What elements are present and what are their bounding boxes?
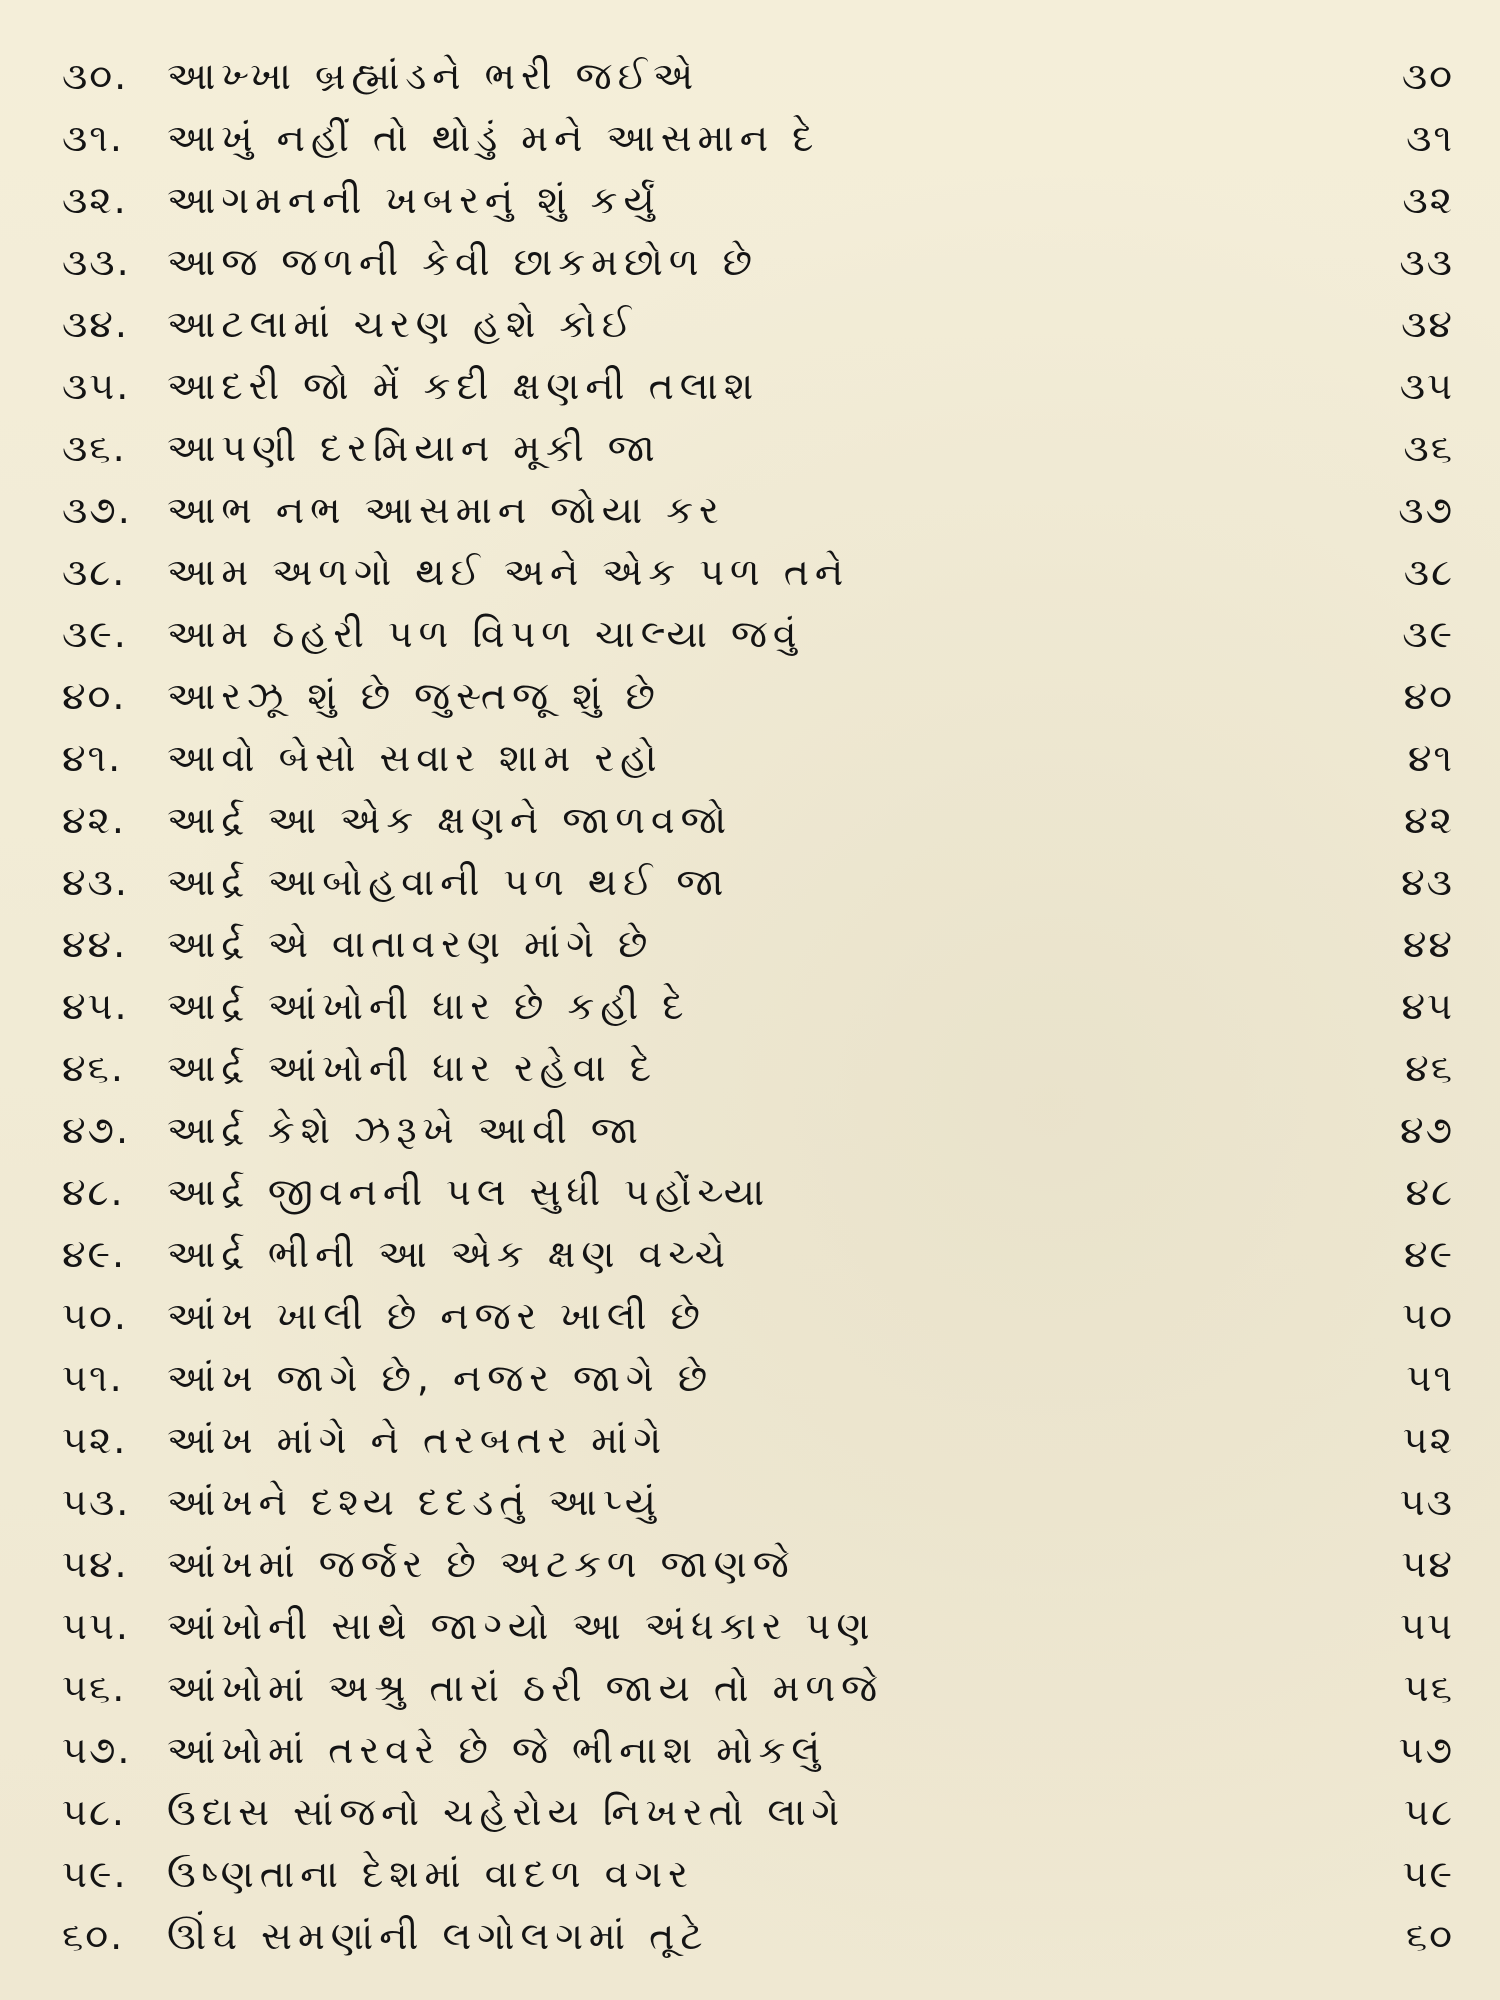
toc-entry	[62, 851, 1454, 913]
entry-number: ૪૧.	[62, 736, 123, 780]
toc-entry	[62, 789, 1454, 851]
entry-page-number: ૩૫	[1399, 364, 1454, 408]
entry-title: આર્દ્ર જીવનની પલ સુધી પહોંચ્યા	[167, 1170, 771, 1214]
entry-number: ૫૦.	[62, 1294, 128, 1338]
toc-entry	[62, 1843, 1454, 1905]
entry-title: આંખોમાં તરવરે છે જે ભીનાશ મોકલું	[167, 1728, 827, 1772]
entry-page-number: ૪૫	[1401, 984, 1454, 1028]
entry-title: આર્દ્ર આંખોની ધાર રહેવા દે	[167, 1046, 658, 1090]
table-of-contents	[62, 45, 1454, 1967]
entry-number: ૫૨.	[62, 1418, 128, 1462]
toc-entry	[62, 1719, 1454, 1781]
entry-title: આખું નહીં તો થોડું મને આસમાન દે	[167, 116, 820, 160]
entry-number: ૪૬.	[62, 1046, 125, 1090]
toc-entry	[62, 231, 1454, 293]
entry-page-number: ૪૨	[1404, 798, 1454, 842]
entry-number: ૪૫.	[62, 984, 129, 1028]
entry-number: ૪૩.	[62, 860, 129, 904]
entry-number: ૫૭.	[62, 1728, 132, 1772]
toc-entry	[62, 479, 1454, 541]
toc-entry	[62, 1223, 1454, 1285]
entry-title: ઊંઘ સમણાંની લગોલગમાં તૂટે	[167, 1914, 709, 1958]
toc-entry	[62, 355, 1454, 417]
entry-page-number: ૬૦	[1405, 1914, 1454, 1958]
entry-title: આવો બેસો સવાર શામ રહો	[167, 736, 663, 780]
entry-title: આંખને દશ્ય દદડતું આપ્યું	[167, 1480, 662, 1524]
entry-number: ૫૬.	[62, 1666, 127, 1710]
entry-page-number: ૫૩	[1399, 1480, 1454, 1524]
entry-page-number: ૩૪	[1401, 302, 1454, 346]
entry-title: આંખોમાં અશ્રુ તારાં ઠરી જાય તો મળજે	[167, 1666, 884, 1710]
entry-number: ૫૧.	[62, 1356, 124, 1400]
toc-entry	[62, 45, 1454, 107]
entry-page-number: ૩૦	[1401, 54, 1454, 98]
toc-entry	[62, 727, 1454, 789]
entry-page-number: ૪૪	[1402, 922, 1454, 966]
entry-page-number: ૩૧	[1406, 116, 1454, 160]
entry-number: ૪૭.	[62, 1108, 131, 1152]
entry-title: આટલામાં ચરણ હશે કોઈ	[167, 302, 638, 346]
entry-number: ૩૦.	[62, 54, 129, 98]
entry-title: આરઝૂ શું છે જુસ્તજૂ શું છે	[167, 674, 661, 718]
entry-number: ૬૦.	[62, 1914, 125, 1958]
entry-number: ૪૨.	[62, 798, 126, 842]
entry-title: આજ જળની કેવી છાકમછોળ છે	[167, 240, 758, 284]
toc-entry	[62, 1471, 1454, 1533]
entry-title: આખ્ખા બ્રહ્માંડને ભરી જઈએ	[167, 54, 700, 98]
toc-entry	[62, 1905, 1454, 1967]
entry-number: ૫૪.	[62, 1542, 129, 1586]
toc-entry	[62, 1037, 1454, 1099]
entry-page-number: ૫૦	[1402, 1294, 1454, 1338]
entry-number: ૩૬.	[62, 426, 127, 470]
entry-page-number: ૪૭	[1400, 1108, 1454, 1152]
entry-page-number: ૪૮	[1405, 1170, 1454, 1214]
entry-page-number: ૪૯	[1403, 1232, 1454, 1276]
entry-title: ઉદાસ સાંજનો ચહેરોય નિખરતો લાગે	[167, 1790, 846, 1834]
entry-title: આર્દ્ર આ એક ક્ષણને જાળવજો	[167, 798, 733, 842]
toc-entry	[62, 665, 1454, 727]
entry-number: ૩૪.	[62, 302, 129, 346]
entry-title: આભ નભ આસમાન જોયા કર	[167, 488, 725, 532]
entry-page-number: ૩૨	[1402, 178, 1454, 222]
toc-entry	[62, 107, 1454, 169]
entry-title: આંખ જાગે છે, નજર જાગે છે	[167, 1356, 714, 1400]
toc-entry	[62, 603, 1454, 665]
toc-entry	[62, 1285, 1454, 1347]
entry-number: ૫૯.	[62, 1852, 128, 1896]
entry-page-number: ૩૯	[1402, 612, 1454, 656]
toc-entry	[62, 1781, 1454, 1843]
toc-entry	[62, 417, 1454, 479]
toc-entry	[62, 1657, 1454, 1719]
toc-entry	[62, 1161, 1454, 1223]
entry-page-number: ૩૭	[1398, 488, 1454, 532]
entry-page-number: ૫૪	[1401, 1542, 1454, 1586]
entry-title: આર્દ્ર આબોહવાની પળ થઈ જા	[167, 860, 730, 904]
entry-title: આમ ઠહરી પળ વિપળ ચાલ્યા જવું	[167, 612, 803, 656]
toc-entry	[62, 541, 1454, 603]
entry-title: આગમનની ખબરનું શું કર્યું	[167, 178, 661, 222]
entry-title: આંખ માંગે ને તરબતર માંગે	[167, 1418, 668, 1462]
entry-page-number: ૫૧	[1406, 1356, 1454, 1400]
entry-page-number: ૪૧	[1407, 736, 1454, 780]
entry-title: ઉષ્ણતાના દેશમાં વાદળ વગર	[167, 1852, 694, 1896]
entry-page-number: ૩૩	[1399, 240, 1454, 284]
entry-page-number: ૪૦	[1403, 674, 1454, 718]
entry-title: આર્દ્ર એ વાતાવરણ માંગે છે	[167, 922, 654, 966]
entry-title: આંખ ખાલી છે નજર ખાલી છે	[167, 1294, 706, 1338]
toc-entry	[62, 1533, 1454, 1595]
entry-number: ૩૮.	[62, 550, 127, 594]
entry-number: ૫૮.	[62, 1790, 126, 1834]
entry-page-number: ૫૮	[1404, 1790, 1454, 1834]
entry-page-number: ૩૬	[1403, 426, 1454, 470]
toc-entry	[62, 975, 1454, 1037]
entry-page-number: ૫૬	[1403, 1666, 1454, 1710]
entry-title: આંખોની સાથે જાગ્યો આ અંધકાર પણ	[167, 1604, 876, 1648]
entry-number: ૪૮.	[62, 1170, 125, 1214]
toc-entry	[62, 1595, 1454, 1657]
entry-number: ૪૪.	[62, 922, 128, 966]
entry-number: ૩૯.	[62, 612, 128, 656]
entry-page-number: ૩૮	[1403, 550, 1454, 594]
entry-title: આર્દ્ર કેશે ઝરૂખે આવી જા	[167, 1108, 644, 1152]
entry-number: ૪૯.	[62, 1232, 127, 1276]
toc-entry	[62, 293, 1454, 355]
entry-number: ૪૦.	[62, 674, 127, 718]
entry-number: ૩૭.	[62, 488, 132, 532]
entry-title: આર્દ્ર આંખોની ધાર છે કહી દે	[167, 984, 690, 1028]
entry-number: ૩૨.	[62, 178, 128, 222]
entry-page-number: ૪૩	[1401, 860, 1454, 904]
toc-entry	[62, 169, 1454, 231]
entry-number: ૩૩.	[62, 240, 131, 284]
toc-entry	[62, 1347, 1454, 1409]
toc-entry	[62, 913, 1454, 975]
entry-title: આંખમાં જર્જર છે અટકળ જાણજે	[167, 1542, 795, 1586]
entry-page-number: ૫૯	[1402, 1852, 1454, 1896]
entry-number: ૩૧.	[62, 116, 125, 160]
toc-entry	[62, 1099, 1454, 1161]
entry-number: ૩૫.	[62, 364, 131, 408]
entry-title: આપણી દરમિયાન મૂકી જા	[167, 426, 661, 470]
entry-page-number: ૫૭	[1398, 1728, 1454, 1772]
entry-title: આર્દ્ર ભીની આ એક ક્ષણ વચ્ચે	[167, 1232, 732, 1276]
entry-page-number: ૫૨	[1402, 1418, 1454, 1462]
entry-number: ૫૩.	[62, 1480, 131, 1524]
entry-page-number: ૫૫	[1400, 1604, 1454, 1648]
toc-entry	[62, 1409, 1454, 1471]
entry-title: આમ અળગો થઈ અને એક પળ તને	[167, 550, 850, 594]
entry-title: આદરી જો મેં કદી ક્ષણની તલાશ	[167, 364, 760, 408]
entry-number: ૫૫.	[62, 1604, 131, 1648]
entry-page-number: ૪૬	[1405, 1046, 1454, 1090]
